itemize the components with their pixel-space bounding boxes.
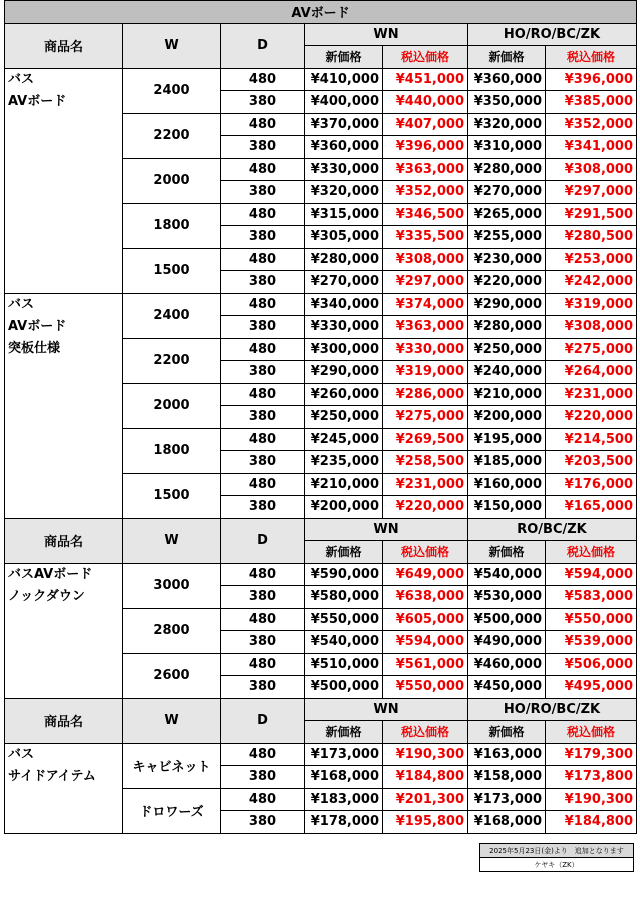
new-price: ¥305,000 [305, 226, 383, 249]
depth-value: 380 [221, 496, 305, 519]
header-group-2: HO/RO/BC/ZK [468, 23, 637, 46]
tax-price: ¥363,000 [383, 158, 468, 181]
new-price: ¥168,000 [305, 766, 383, 789]
depth-value: 480 [221, 653, 305, 676]
depth-value: 480 [221, 113, 305, 136]
width-value: 2200 [123, 338, 221, 383]
header-new-price: 新価格 [305, 46, 383, 69]
depth-value: 480 [221, 158, 305, 181]
tax-price: ¥308,000 [546, 158, 637, 181]
new-price: ¥540,000 [468, 563, 546, 586]
width-value: 3000 [123, 563, 221, 608]
new-price: ¥360,000 [468, 68, 546, 91]
tax-price: ¥231,000 [383, 473, 468, 496]
tax-price: ¥179,300 [546, 743, 637, 766]
header-group-1: WN [305, 698, 468, 721]
tax-price: ¥308,000 [546, 316, 637, 339]
header-group-2: RO/BC/ZK [468, 518, 637, 541]
header-group-1: WN [305, 518, 468, 541]
tax-price: ¥291,500 [546, 203, 637, 226]
header-tax-price: 税込価格 [546, 46, 637, 69]
width-value: 2400 [123, 68, 221, 113]
header-depth: D [221, 518, 305, 563]
footer-item: ケヤキ（ZK） [480, 858, 634, 872]
tax-price: ¥594,000 [383, 631, 468, 654]
tax-price: ¥258,500 [383, 451, 468, 474]
width-value: 1800 [123, 203, 221, 248]
new-price: ¥350,000 [468, 91, 546, 114]
tax-price: ¥352,000 [546, 113, 637, 136]
price-row [5, 293, 637, 316]
depth-value: 480 [221, 338, 305, 361]
tax-price: ¥374,000 [383, 293, 468, 316]
tax-price: ¥451,000 [383, 68, 468, 91]
tax-price: ¥561,000 [383, 653, 468, 676]
tax-price: ¥638,000 [383, 586, 468, 609]
tax-price: ¥184,800 [383, 766, 468, 789]
new-price: ¥270,000 [305, 271, 383, 294]
new-price: ¥540,000 [305, 631, 383, 654]
new-price: ¥490,000 [468, 631, 546, 654]
new-price: ¥315,000 [305, 203, 383, 226]
depth-value: 380 [221, 766, 305, 789]
new-price: ¥280,000 [468, 316, 546, 339]
new-price: ¥450,000 [468, 676, 546, 699]
tax-price: ¥363,000 [383, 316, 468, 339]
tax-price: ¥242,000 [546, 271, 637, 294]
header-depth: D [221, 23, 305, 68]
tax-price: ¥385,000 [546, 91, 637, 114]
header-group-2: HO/RO/BC/ZK [468, 698, 637, 721]
tax-price: ¥280,500 [546, 226, 637, 249]
header-width: W [123, 698, 221, 743]
tax-price: ¥319,000 [383, 361, 468, 384]
depth-value: 480 [221, 203, 305, 226]
tax-price: ¥201,300 [383, 788, 468, 811]
new-price: ¥410,000 [305, 68, 383, 91]
new-price: ¥265,000 [468, 203, 546, 226]
new-price: ¥310,000 [468, 136, 546, 159]
tax-price: ¥550,000 [383, 676, 468, 699]
tax-price: ¥231,000 [546, 383, 637, 406]
price-row [5, 68, 637, 91]
new-price: ¥255,000 [468, 226, 546, 249]
new-price: ¥460,000 [468, 653, 546, 676]
header-product: 商品名 [5, 23, 123, 68]
new-price: ¥300,000 [305, 338, 383, 361]
header-new-price: 新価格 [468, 541, 546, 564]
header-tax-price: 税込価格 [546, 541, 637, 564]
depth-value: 380 [221, 406, 305, 429]
new-price: ¥210,000 [305, 473, 383, 496]
header-group-1: WN [305, 23, 468, 46]
new-price: ¥340,000 [305, 293, 383, 316]
tax-price: ¥605,000 [383, 608, 468, 631]
new-price: ¥290,000 [468, 293, 546, 316]
new-price: ¥330,000 [305, 316, 383, 339]
tax-price: ¥506,000 [546, 653, 637, 676]
new-price: ¥530,000 [468, 586, 546, 609]
header-new-price: 新価格 [468, 721, 546, 744]
depth-value: 380 [221, 811, 305, 834]
tax-price: ¥495,000 [546, 676, 637, 699]
width-value: キャビネット [123, 743, 221, 788]
tax-price: ¥275,000 [546, 338, 637, 361]
new-price: ¥150,000 [468, 496, 546, 519]
tax-price: ¥220,000 [383, 496, 468, 519]
tax-price: ¥190,300 [546, 788, 637, 811]
depth-value: 380 [221, 271, 305, 294]
tax-price: ¥269,500 [383, 428, 468, 451]
tax-price: ¥297,000 [546, 181, 637, 204]
width-value: ドロワーズ [123, 788, 221, 833]
tax-price: ¥297,000 [383, 271, 468, 294]
new-price: ¥360,000 [305, 136, 383, 159]
tax-price: ¥176,000 [546, 473, 637, 496]
new-price: ¥400,000 [305, 91, 383, 114]
section-header-row [5, 518, 637, 541]
depth-value: 480 [221, 608, 305, 631]
new-price: ¥260,000 [305, 383, 383, 406]
tax-price: ¥341,000 [546, 136, 637, 159]
new-price: ¥158,000 [468, 766, 546, 789]
new-price: ¥185,000 [468, 451, 546, 474]
new-price: ¥163,000 [468, 743, 546, 766]
header-new-price: 新価格 [305, 541, 383, 564]
depth-value: 380 [221, 676, 305, 699]
product-name: バス サイドアイテム [5, 743, 123, 833]
tax-price: ¥173,800 [546, 766, 637, 789]
header-new-price: 新価格 [468, 46, 546, 69]
header-new-price: 新価格 [305, 721, 383, 744]
new-price: ¥210,000 [468, 383, 546, 406]
header-width: W [123, 518, 221, 563]
new-price: ¥500,000 [468, 608, 546, 631]
tax-price: ¥203,500 [546, 451, 637, 474]
new-price: ¥230,000 [468, 248, 546, 271]
depth-value: 380 [221, 226, 305, 249]
new-price: ¥220,000 [468, 271, 546, 294]
tax-price: ¥649,000 [383, 563, 468, 586]
tax-price: ¥253,000 [546, 248, 637, 271]
width-value: 2800 [123, 608, 221, 653]
new-price: ¥235,000 [305, 451, 383, 474]
new-price: ¥590,000 [305, 563, 383, 586]
depth-value: 480 [221, 563, 305, 586]
header-tax-price: 税込価格 [546, 721, 637, 744]
tax-price: ¥220,000 [546, 406, 637, 429]
new-price: ¥245,000 [305, 428, 383, 451]
depth-value: 480 [221, 743, 305, 766]
product-name: バス AVボード [5, 68, 123, 293]
tax-price: ¥594,000 [546, 563, 637, 586]
tax-price: ¥308,000 [383, 248, 468, 271]
header-tax-price: 税込価格 [383, 721, 468, 744]
header-product: 商品名 [5, 698, 123, 743]
depth-value: 380 [221, 451, 305, 474]
tax-price: ¥286,000 [383, 383, 468, 406]
new-price: ¥290,000 [305, 361, 383, 384]
new-price: ¥320,000 [468, 113, 546, 136]
new-price: ¥183,000 [305, 788, 383, 811]
depth-value: 480 [221, 383, 305, 406]
product-name: バスAVボード ノックダウン [5, 563, 123, 698]
tax-price: ¥396,000 [546, 68, 637, 91]
new-price: ¥173,000 [468, 788, 546, 811]
price-table [4, 0, 637, 834]
width-value: 2600 [123, 653, 221, 698]
tax-price: ¥165,000 [546, 496, 637, 519]
width-value: 2000 [123, 158, 221, 203]
new-price: ¥178,000 [305, 811, 383, 834]
depth-value: 380 [221, 361, 305, 384]
new-price: ¥370,000 [305, 113, 383, 136]
depth-value: 480 [221, 68, 305, 91]
section-header-row [5, 23, 637, 46]
depth-value: 380 [221, 136, 305, 159]
tax-price: ¥335,500 [383, 226, 468, 249]
tax-price: ¥440,000 [383, 91, 468, 114]
tax-price: ¥195,800 [383, 811, 468, 834]
width-value: 1500 [123, 248, 221, 293]
depth-value: 380 [221, 91, 305, 114]
new-price: ¥200,000 [305, 496, 383, 519]
width-value: 2400 [123, 293, 221, 338]
tax-price: ¥214,500 [546, 428, 637, 451]
new-price: ¥240,000 [468, 361, 546, 384]
tax-price: ¥583,000 [546, 586, 637, 609]
depth-value: 380 [221, 181, 305, 204]
footer-note-table [479, 843, 634, 872]
depth-value: 480 [221, 788, 305, 811]
depth-value: 380 [221, 586, 305, 609]
tax-price: ¥539,000 [546, 631, 637, 654]
new-price: ¥330,000 [305, 158, 383, 181]
price-row [5, 563, 637, 586]
tax-price: ¥330,000 [383, 338, 468, 361]
new-price: ¥195,000 [468, 428, 546, 451]
new-price: ¥168,000 [468, 811, 546, 834]
new-price: ¥250,000 [305, 406, 383, 429]
title-row [5, 1, 637, 24]
tax-price: ¥550,000 [546, 608, 637, 631]
header-tax-price: 税込価格 [383, 541, 468, 564]
new-price: ¥160,000 [468, 473, 546, 496]
depth-value: 480 [221, 248, 305, 271]
new-price: ¥500,000 [305, 676, 383, 699]
header-width: W [123, 23, 221, 68]
new-price: ¥580,000 [305, 586, 383, 609]
new-price: ¥320,000 [305, 181, 383, 204]
new-price: ¥550,000 [305, 608, 383, 631]
header-product: 商品名 [5, 518, 123, 563]
width-value: 2200 [123, 113, 221, 158]
new-price: ¥200,000 [468, 406, 546, 429]
product-name: バス AVボード 突板仕様 [5, 293, 123, 518]
tax-price: ¥319,000 [546, 293, 637, 316]
depth-value: 480 [221, 293, 305, 316]
new-price: ¥280,000 [305, 248, 383, 271]
new-price: ¥280,000 [468, 158, 546, 181]
section-header-row [5, 698, 637, 721]
depth-value: 480 [221, 428, 305, 451]
tax-price: ¥190,300 [383, 743, 468, 766]
new-price: ¥270,000 [468, 181, 546, 204]
depth-value: 380 [221, 631, 305, 654]
tax-price: ¥346,500 [383, 203, 468, 226]
price-row [5, 743, 637, 766]
width-value: 2000 [123, 383, 221, 428]
new-price: ¥173,000 [305, 743, 383, 766]
tax-price: ¥264,000 [546, 361, 637, 384]
new-price: ¥510,000 [305, 653, 383, 676]
footer-note: 2025年5月23日(金)より 追加となります [480, 844, 634, 858]
tax-price: ¥352,000 [383, 181, 468, 204]
new-price: ¥250,000 [468, 338, 546, 361]
depth-value: 380 [221, 316, 305, 339]
width-value: 1800 [123, 428, 221, 473]
tax-price: ¥396,000 [383, 136, 468, 159]
tax-price: ¥184,800 [546, 811, 637, 834]
depth-value: 480 [221, 473, 305, 496]
table-title: AVボード [5, 1, 637, 24]
tax-price: ¥275,000 [383, 406, 468, 429]
tax-price: ¥407,000 [383, 113, 468, 136]
width-value: 1500 [123, 473, 221, 518]
header-tax-price: 税込価格 [383, 46, 468, 69]
header-depth: D [221, 698, 305, 743]
